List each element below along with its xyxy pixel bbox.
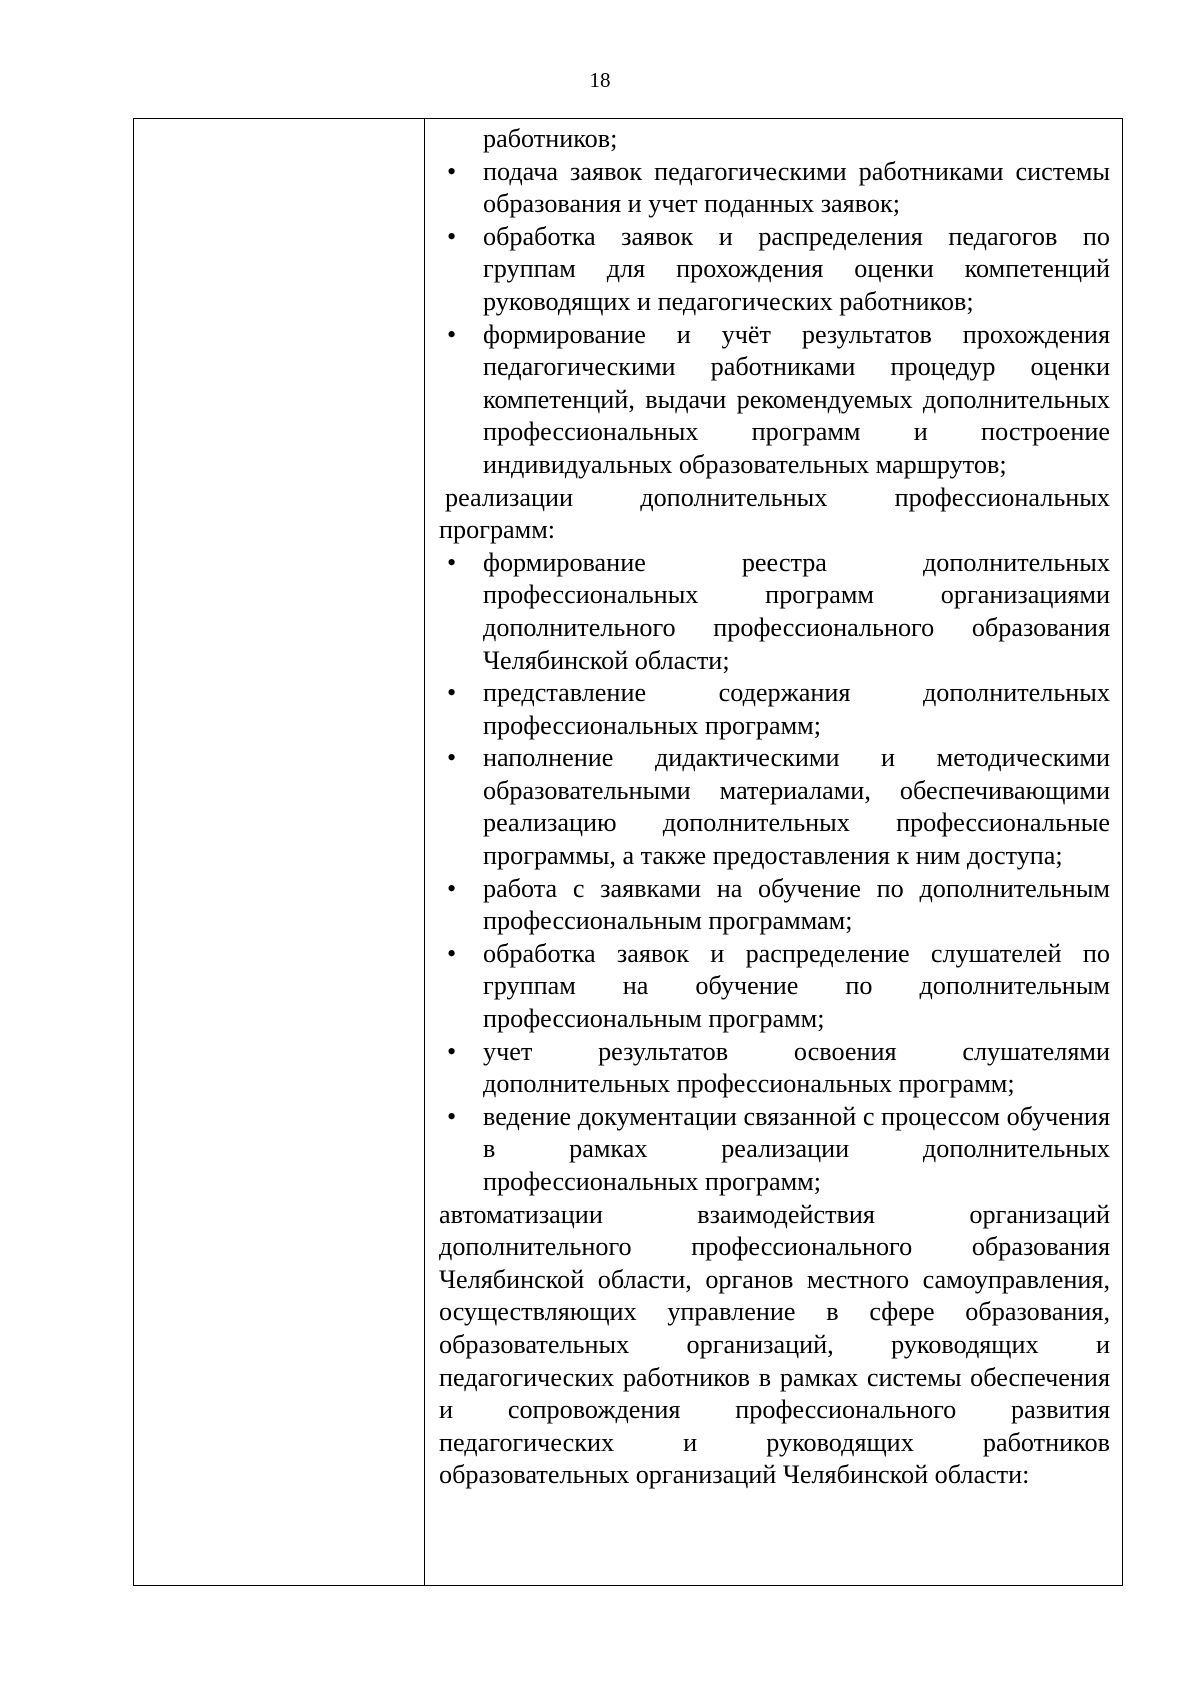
list-item: • обработка заявок и распределение слушателей по группам на обучение по дополнительным профессиональным программ; — [447, 938, 1110, 1034]
page-number: 18 — [589, 68, 611, 92]
bullet-icon: • — [447, 1036, 457, 1066]
bullet-icon: • — [447, 319, 457, 349]
bullet-icon: • — [447, 678, 457, 708]
table-left-column — [134, 119, 425, 1585]
list-item: • формирование и учёт результатов прохождения педагогическими работниками процедур оценки компетенций, выдачи рекомендуемых дополнительных профессиональных программ и построение индивидуальных образовательных маршрутов; — [447, 319, 1110, 479]
list-item: • формирование реестра дополнительных профессиональных программ организациями дополнительного профессионального образования Челябинской области; — [447, 547, 1110, 675]
list-item: • обработка заявок и распределения педагогов по группам для прохождения оценки компетенций руководящих и педагогических работников; — [447, 221, 1110, 316]
list-item: • подача заявок педагогическими работниками системы образования и учет поданных заявок; — [447, 156, 1110, 219]
bullet-icon: • — [447, 221, 457, 251]
bullet-icon: • — [447, 1101, 457, 1131]
list-item-continuation: работников; — [483, 124, 618, 153]
list-item: • учет результатов освоения слушателями дополнительных профессиональных программ; — [447, 1036, 1110, 1099]
list-item: • ведение документации связанной с процессом обучения в рамках реализации дополнительных профессиональных программ; — [447, 1101, 1110, 1196]
section-heading: автоматизации взаимодействия организаций дополнительного профессионального образования Челябинской области, органов местного самоуправления, осуществляющих управление в сфере образования, образовательных организаций, руководящих и педагогических работников в рамках системы обеспечения и сопровождения профессионального развития педагогических и руководящих работников образовательных организаций Челябинской области: — [439, 1199, 1110, 1490]
document-table — [133, 118, 1123, 1586]
bullet-icon: • — [447, 156, 457, 186]
list-item: • представление содержания дополнительных профессиональных программ; — [447, 678, 1110, 740]
table-right-column — [425, 119, 1122, 1585]
bullet-icon: • — [447, 547, 457, 577]
list-item: • работа с заявками на обучение по дополнительным профессиональным программам; — [447, 873, 1110, 936]
section-heading: реализации дополнительных профессиональных программ: — [439, 482, 1110, 545]
list-item: • наполнение дидактическими и методическими образовательными материалами, обеспечивающими реализацию дополнительных профессиональные программы, а также предоставления к ним доступа; — [447, 743, 1110, 871]
bullet-icon: • — [447, 873, 457, 903]
bullet-icon: • — [447, 743, 457, 773]
bullet-icon: • — [447, 938, 457, 968]
